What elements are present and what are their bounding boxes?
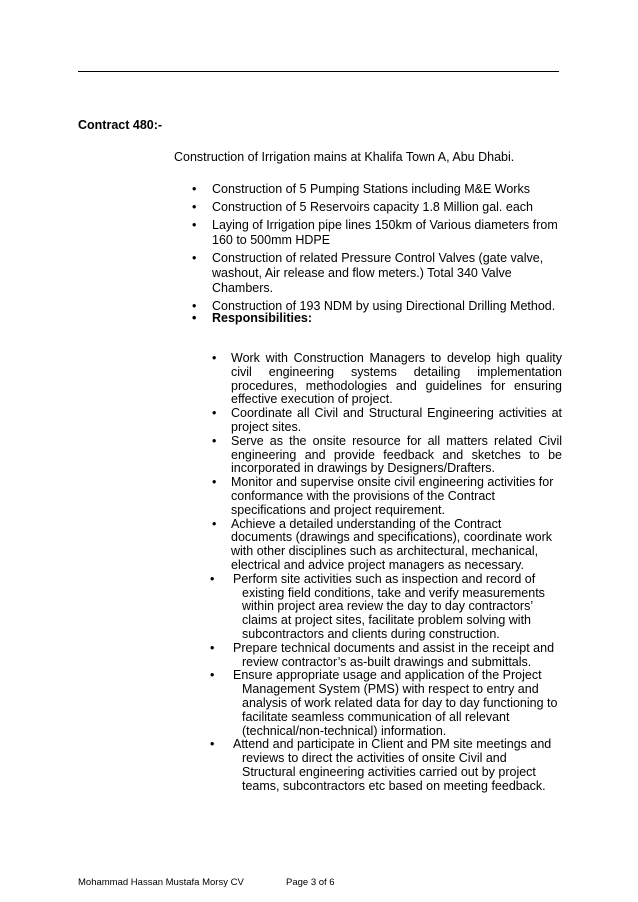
responsibility-text: Coordinate all Civil and Structural Engineering activities at project sites.: [231, 406, 562, 434]
list-item: [212, 435, 562, 476]
footer-name: Mohammad Hassan Mustafa Morsy CV: [78, 877, 244, 888]
list-item: • Attend and participate in Client and PM site meetings and reviews to direct the activities of onsite Civil and Structural engineering activities carried out by project teams, subcontractors etc based on meeting feedback.: [210, 737, 552, 793]
responsibility-text: Prepare technical documents and assist in the receipt and review contractor’s as-built drawings and submittals.: [233, 640, 555, 669]
responsibility-text: Ensure appropriate usage and application of the Project Management System (PMS) with respect to entry and analysis of work related data for day to day functioning to facilitate seamless communication of all relevant (technical/non-technical) information.: [233, 668, 558, 738]
bullet-icon: •: [212, 475, 217, 490]
list-item: [192, 251, 562, 296]
bullet-icon: •: [192, 299, 197, 313]
list-item: [192, 182, 562, 197]
list-item: • Ensure appropriate usage and application of the Project Management System (PMS) with respect to entry and analysis of work related data for day to day functioning to facilitate seamless communication of all relevant (technical/non-technical) information.: [210, 668, 558, 738]
bullet-icon: •: [192, 200, 197, 214]
list-item: [212, 476, 562, 517]
list-item: • Perform site activities such as inspection and record of existing field conditions, take and verify measurements within project area review the day to day contractors’ claims at project sites, facilitate problem solving with subcontractors and clients during construction.: [210, 571, 545, 641]
responsibilities-list: [212, 352, 562, 794]
bullet-icon: •: [212, 351, 217, 365]
scope-item-text: Construction of 5 Pumping Stations including M&E Works: [212, 182, 530, 196]
bullet-icon: •: [212, 406, 217, 421]
bullet-icon: •: [212, 433, 217, 448]
bullet-icon: •: [192, 218, 197, 232]
list-item: [192, 218, 562, 248]
contract-title: Contract 480:-: [78, 118, 163, 132]
bullet-icon: •: [192, 311, 197, 325]
scope-item-text: Construction of 5 Reservoirs capacity 1.8 Million gal. each: [212, 200, 533, 214]
list-item: [212, 518, 562, 573]
responsibility-text: Serve as the onsite resource for all matters related Civil engineering and provide feedback and sketches to be incorporated in drawings by Designers/Drafters.: [231, 433, 562, 476]
responsibility-text: Achieve a detailed understanding of the Contract documents (drawings and specifications), coordinate work with other disciplines such as architectural, mechanical, electrical and advice project managers as necessary.: [231, 516, 552, 572]
contract-description: Construction of Irrigation mains at Khalifa Town A, Abu Dhabi.: [174, 150, 515, 164]
scope-item-text: Construction of 193 NDM by using Directional Drilling Method.: [212, 299, 556, 313]
bullet-icon: •: [192, 182, 197, 196]
bullet-icon: •: [212, 516, 217, 531]
header-rule: [78, 71, 559, 72]
scope-list: [192, 182, 562, 317]
bullet-icon: •: [192, 251, 197, 265]
footer-page-number: Page 3 of 6: [286, 877, 335, 888]
scope-item-text: Laying of Irrigation pipe lines 150km of Various diameters from 160 to 500mm HDPE: [212, 218, 558, 247]
scope-item-text: Construction of related Pressure Control Valves (gate valve, washout, Air release and flow meters.) Total 340 Valve Chambers.: [212, 251, 544, 295]
responsibility-text: Work with Construction Managers to develop high quality civil engineering systems detailing implementation procedures, methodologies and guidelines for ensuring effective execution of project.: [231, 351, 562, 407]
list-item: [212, 407, 562, 435]
responsibilities-heading: [192, 311, 312, 325]
list-item: [212, 352, 562, 407]
responsibility-text: Monitor and supervise onsite civil engineering activities for conformance with the provisions of the Contract specifications and project requirement.: [231, 475, 554, 517]
responsibilities-heading-text: Responsibilities:: [212, 311, 313, 325]
list-item: • Prepare technical documents and assist in the receipt and review contractor’s as-built drawings and submittals.: [210, 640, 555, 669]
responsibility-text: Perform site activities such as inspection and record of existing field conditions, take and verify measurements within project area review the day to day contractors’ claims at project sites, facilitate problem solving with subcontractors and clients during construction.: [233, 571, 545, 641]
responsibility-text: Attend and participate in Client and PM site meetings and reviews to direct the activities of onsite Civil and Structural engineering activities carried out by project teams, subcontractors etc based on meeting feedback.: [233, 737, 552, 793]
list-item: [192, 200, 562, 215]
